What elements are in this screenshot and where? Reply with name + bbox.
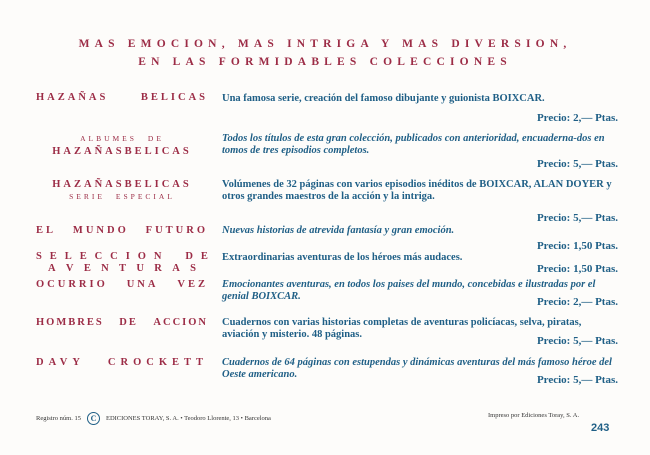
title-word: MUNDO [72, 225, 129, 236]
entry-title [36, 225, 208, 237]
title-word: UNA [126, 279, 159, 290]
header-line-1: MAS EMOCION, MAS INTRIGA Y MAS DIVERSION, [78, 38, 572, 50]
title-letter: R [154, 263, 162, 274]
entry-description: Nuevas historias de atrevida fantasía y gran emoción. [222, 225, 455, 236]
subtitle-word: ESPECIAL [115, 192, 175, 201]
title-letter: C [110, 251, 118, 262]
title-letter: V [65, 263, 74, 274]
title-letter: E [79, 251, 87, 262]
title-letter: L [64, 251, 72, 262]
entry-price: Precio: 1,50 Ptas. [536, 263, 618, 275]
title-word: BELICAS [124, 146, 192, 157]
title-letter: S [36, 251, 42, 262]
entry-price: Precio: 2,— Ptas. [536, 112, 618, 124]
registro-number: Registro núm. 15 [36, 415, 81, 422]
title-word: EL [36, 225, 57, 236]
title-word: BELICAS [140, 92, 208, 103]
page-number: 243 [591, 422, 610, 434]
entry-title [36, 279, 208, 291]
entry-description: Todos los títulos de esta gran colección, publicados con anterioridad, encuaderna-dos en tomos de tres episodios completos. [222, 133, 605, 156]
title-letter: C [94, 251, 103, 262]
title-word: CROCKETT [107, 357, 208, 368]
entry-price: Precio: 5,— Ptas. [536, 335, 618, 347]
title-letter: N [153, 251, 162, 262]
printed-by: Impreso por Ediciones Toray, S. A. [488, 412, 580, 419]
entry-description: Una famosa serie, creación del famoso dibujante y guionista BOIXCAR. [222, 93, 545, 104]
title-word: BELICAS [124, 179, 192, 190]
title-word: ACCION [153, 317, 208, 328]
title-word: FUTURO [145, 225, 208, 236]
entry-price: Precio: 5,— Ptas. [536, 158, 618, 170]
title-letter: O [137, 251, 146, 262]
subtitle-word: DE [147, 134, 164, 143]
entry-price: Precio: 5,— Ptas. [536, 212, 618, 224]
title-letter: A [48, 263, 56, 274]
subtitle-word: ALBUMES [80, 134, 137, 143]
title-word: HAZAÑAS [52, 146, 125, 157]
title-word: HAZAÑAS [36, 92, 109, 103]
title-word: HAZAÑAS [52, 179, 125, 190]
title-letter: I [125, 251, 130, 262]
title-letter: E [200, 251, 208, 262]
title-word: DAVY [36, 357, 85, 368]
entry-price: Precio: 1,50 Ptas. [536, 240, 618, 252]
title-letter: N [101, 263, 109, 274]
entry-description: Emocionantes aventuras, en todos los paises del mundo, concebidas e ilustradas por el genial BOIXCAR. [222, 279, 596, 302]
title-letter: A [172, 263, 180, 274]
publisher-footer [36, 412, 271, 425]
title-word: OCURRIO [36, 279, 108, 290]
title-word: VEZ [177, 279, 208, 290]
entry-title [36, 251, 208, 275]
title-word: DE [119, 317, 138, 328]
entry-price: Precio: 5,— Ptas. [536, 374, 618, 386]
title-letter: T [119, 263, 127, 274]
entry-description: Extraordinarias aventuras de los héroes más audaces. [222, 252, 463, 263]
publisher-address: EDICIONES TORAY, S. A. • Teodoro Llorente, 13 • Barcelona [105, 415, 271, 422]
title-letter: E [49, 251, 57, 262]
entry-title [36, 357, 208, 369]
header-line-2: EN LAS FORMIDABLES COLECCIONES [138, 56, 512, 68]
entry-price: Precio: 2,— Ptas. [536, 296, 618, 308]
title-letter: S [190, 263, 196, 274]
title-letter: E [83, 263, 91, 274]
entry-title [36, 317, 208, 329]
subtitle-word: SERIE [69, 192, 105, 201]
title-word: HOMBRES [36, 317, 104, 328]
copyright-icon: C [87, 412, 100, 425]
entry-description: Volúmenes de 32 páginas con varios episodios inéditos de BOIXCAR, ALAN DOYER y otros grandes maestros de la acción y la intriga. [222, 179, 612, 202]
entry-description: Cuadernos con varias historias completas de aventuras policíacas, selva, piratas, aviación y misterio. 48 páginas. [222, 317, 582, 340]
entry-title [36, 92, 208, 104]
title-letter: D [185, 251, 193, 262]
entry-description: Cuadernos de 64 páginas con estupendas y dinámicas aventuras del más famoso héroe del Oeste americano. [222, 357, 612, 380]
title-letter: U [136, 263, 144, 274]
entry-title [36, 179, 208, 203]
entry-title [36, 133, 208, 158]
